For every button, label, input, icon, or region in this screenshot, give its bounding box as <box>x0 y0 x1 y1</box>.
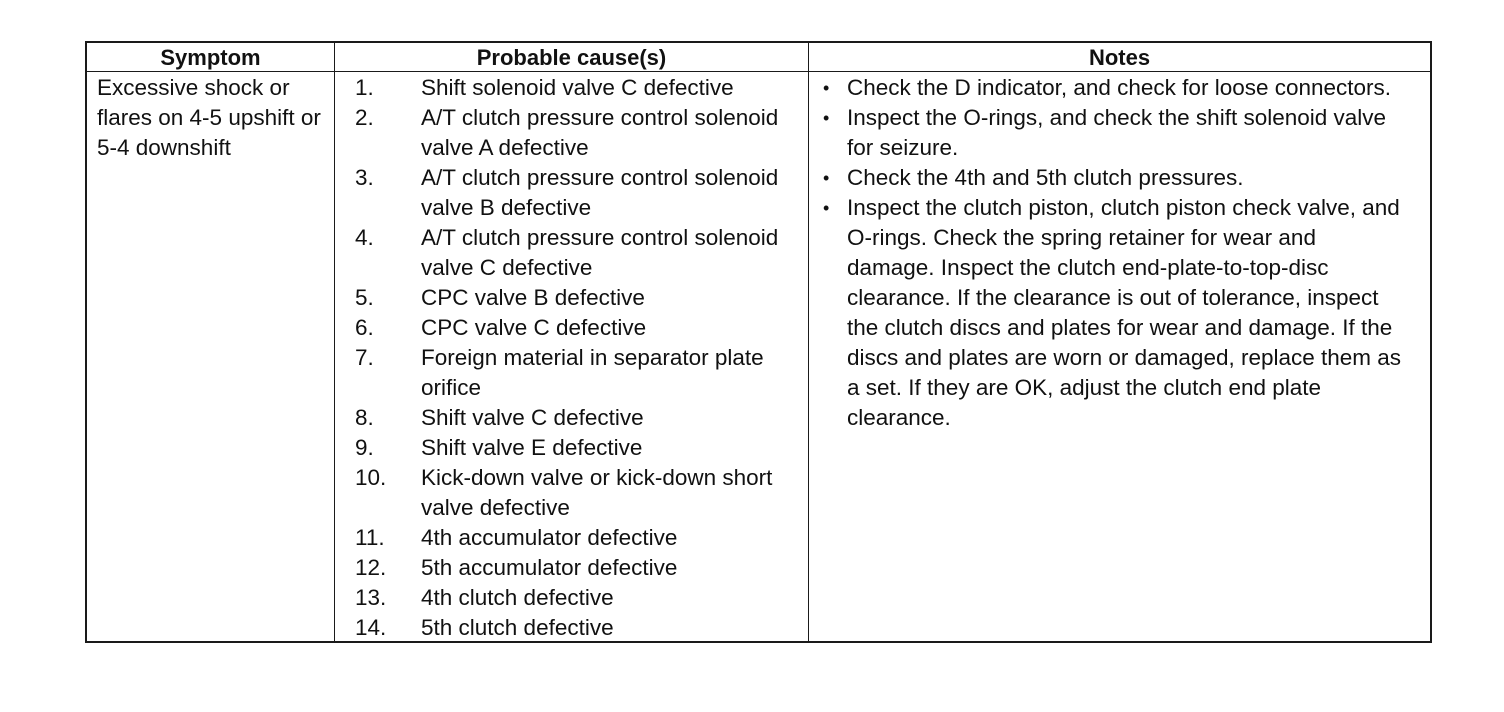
cause-number: 1. <box>355 75 374 100</box>
cause-number: 6. <box>355 315 374 340</box>
cause-text: 4th accumulator defective <box>421 525 678 550</box>
cause-number: 12. <box>355 555 387 580</box>
cause-text: Shift valve C defective <box>421 405 644 430</box>
cause-text: Shift valve E defective <box>421 435 643 460</box>
note-item <box>823 103 1404 163</box>
cause-text: A/T clutch pressure control solenoid valve A defective <box>421 105 779 160</box>
bullet-icon: • <box>823 198 830 218</box>
cause-item <box>335 523 808 553</box>
symptom-header: Symptom <box>87 43 335 72</box>
cause-number: 4. <box>355 225 374 250</box>
cause-item <box>335 163 808 223</box>
cause-number: 11. <box>355 525 385 550</box>
note-item <box>823 73 1404 103</box>
troubleshooting-table <box>85 41 1432 643</box>
cause-number: 14. <box>355 615 387 640</box>
cause-text: Foreign material in separator plate orifice <box>421 345 764 400</box>
causes-header: Probable cause(s) <box>335 43 809 72</box>
cause-item <box>335 463 808 523</box>
note-list <box>823 73 1404 433</box>
cause-item <box>335 583 808 613</box>
cause-item <box>335 103 808 163</box>
notes-header: Notes <box>809 43 1430 72</box>
symptom-cell <box>87 72 335 643</box>
cause-number: 9. <box>355 435 374 460</box>
cause-text: Kick-down valve or kick-down short valve defective <box>421 465 773 520</box>
bullet-icon: • <box>823 168 830 188</box>
note-text: Inspect the O-rings, and check the shift solenoid valve for seizure. <box>847 105 1387 160</box>
cause-number: 13. <box>355 585 387 610</box>
cause-text: A/T clutch pressure control solenoid valve B defective <box>421 165 779 220</box>
note-item <box>823 163 1404 193</box>
cause-text: CPC valve B defective <box>421 285 645 310</box>
cause-list <box>335 73 808 643</box>
cause-item <box>335 403 808 433</box>
cause-text: Shift solenoid valve C defective <box>421 75 734 100</box>
symptom-text: Excessive shock or flares on 4-5 upshift or 5-4 downshift <box>97 75 321 160</box>
cause-text: 5th clutch defective <box>421 615 614 640</box>
bullet-icon: • <box>823 78 830 98</box>
cause-number: 5. <box>355 285 374 310</box>
note-text: Check the D indicator, and check for loose connectors. <box>847 75 1392 100</box>
cause-item <box>335 223 808 283</box>
notes-cell <box>809 72 1430 643</box>
note-text: Check the 4th and 5th clutch pressures. <box>847 165 1244 190</box>
cause-item <box>335 343 808 403</box>
cause-item <box>335 313 808 343</box>
cause-text: 5th accumulator defective <box>421 555 678 580</box>
cause-number: 10. <box>355 465 387 490</box>
cause-item <box>335 73 808 103</box>
cause-number: 8. <box>355 405 374 430</box>
cause-item <box>335 433 808 463</box>
cause-number: 3. <box>355 165 374 190</box>
cause-number: 2. <box>355 105 374 130</box>
note-text: Inspect the clutch piston, clutch piston check valve, and O-rings. Check the spring retainer for wear and damage. Inspect the clutch end-plate-to-top-disc clearance. If the clearance is out of tolerance, inspect the clutch discs and plates for wear and damage. If the discs and plates are worn or damaged, replace them as a set. If they are OK, adjust the clutch end plate clearance. <box>847 195 1402 430</box>
cause-text: CPC valve C defective <box>421 315 647 340</box>
cause-text: A/T clutch pressure control solenoid valve C defective <box>421 225 779 280</box>
cause-item <box>335 283 808 313</box>
cause-text: 4th clutch defective <box>421 585 614 610</box>
causes-cell <box>335 72 809 643</box>
cause-item <box>335 553 808 583</box>
cause-number: 7. <box>355 345 374 370</box>
cause-item <box>335 613 808 643</box>
bullet-icon: • <box>823 108 830 128</box>
note-item <box>823 193 1404 433</box>
